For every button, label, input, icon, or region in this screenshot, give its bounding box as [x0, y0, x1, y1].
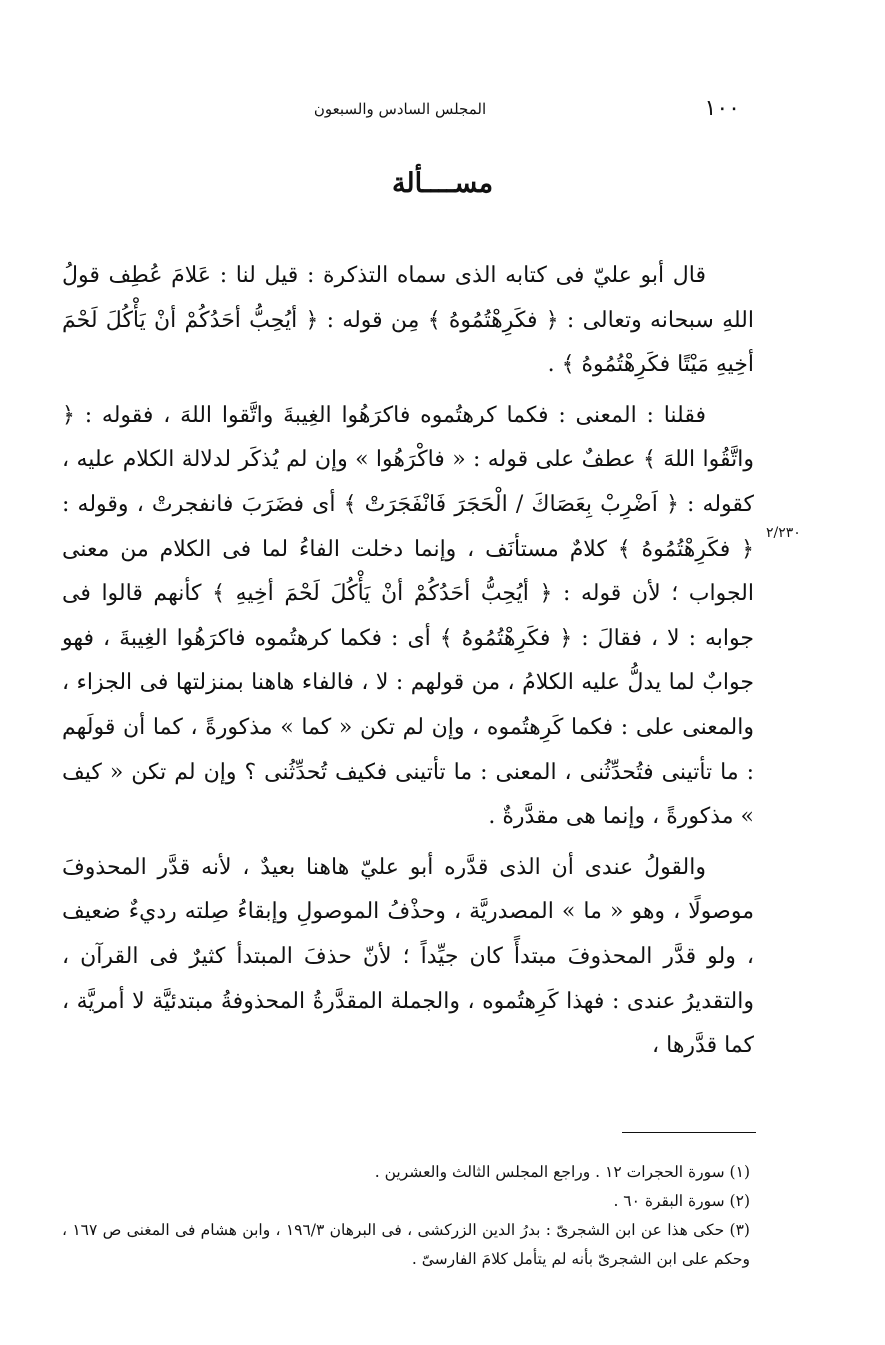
footnotes — [62, 1158, 754, 1274]
footnote: (٢) سورة البقرة ٦٠ . — [613, 1192, 750, 1210]
footnote: (١) سورة الحجرات ١٢ . وراجع المجلس الثالث والعشرين . — [374, 1163, 750, 1181]
paragraph: والقولُ عندى أن الذى قدَّره أبو عليّ هاهنا بعيدٌ ، لأنه قدَّر المحذوفَ موصولًا ، وهو « ما » المصدريَّة ، وحذْفُ الموصولِ وإبقاءُ صِلته رديءٌ ضعيف ، ولو قدَّر المحذوفَ مبتدأً كان جيِّداً ؛ لأنّ حذفَ المبتدأ كثيرٌ فى القرآن ، والتقديرُ عندى : فهذا كَرِهتُموه ، والجملة المقدَّرةُ المحذوفةُ مبتدئيَّة لا أمريَّة ، كما قدَّرها ، — [62, 854, 754, 1059]
paragraph: قال أبو عليّ فى كتابه الذى سماه التذكرة : قيل لنا : عَلامَ عُطِف قولُ اللهِ سبحانه وتعالى : ﴿ فكَرِهْتُمُوهُ ﴾ مِن قوله : ﴿ أيُحِبُّ أحَدُكُمْ أنْ يَأْكُلَ لَحْمَ أخِيهِ مَيْتًا فكَرِهْتُمُوهُ ﴾ . — [62, 263, 754, 378]
margin-reference: ٢/٢٣٠ — [766, 525, 801, 541]
footnote-divider — [622, 1132, 756, 1133]
page-number: ١٠٠ — [704, 96, 740, 121]
running-head: المجلس السادس والسبعون — [313, 100, 487, 118]
paragraph: فقلنا : المعنى : فكما كرهتُموه فاكرَهُوا الغِيبةَ واتَّقوا اللهَ ، فقوله : ﴿ واتَّقُوا اللهَ ﴾ عطفٌ على قوله : « فاكْرَهُوا » وإن لم يُذكَر لدلالة الكلام عليه ، كقوله : ﴿ اَضْرِبْ بِعَصَاكَ / الْحَجَرَ فَانْفَجَرَتْ ﴾ أى فضَرَبَ فانفجرتْ ، وقوله : ﴿ فكَرِهْتُمُوهُ ﴾ كلامٌ مستأنَف ، وإنما دخلت الفاءُ لما فى الكلام من معنى الجواب ؛ لأن قوله : ﴿ أيُحِبُّ أحَدُكُمْ أنْ يَأْكُلَ لَحْمَ أخِيهِ ﴾ كأنهم قالوا فى جوابه : لا ، فقالَ : ﴿ فكَرِهْتُمُوهُ ﴾ أى : فكما كرهتُموه فاكرَهُوا الغِيبةَ ، فهو جوابٌ لما يدلُّ عليه الكلامُ ، من قولهم : لا ، فالفاء هاهنا بمنزلتها فى الجزاء ، والمعنى على : فكما كَرِهتُموه ، وإن لم تكن « كما » مذكورةً ، كما أن قولَهم : ما تأتينى فتُحدِّثُنى ، المعنى : ما تأتينى فكيف تُحدِّثُنى ؟ وإن لم تكن « كيف » مذكورةً ، وإنما هى مقدَّرةٌ . — [62, 402, 754, 830]
main-text — [62, 254, 754, 1069]
page-header — [60, 96, 740, 126]
footnote: (٣) حكى هذا عن ابن الشجرىّ : بدرُ الدين الزركشى ، فى البرهان ١٩٦/٣ ، وابن هشام فى المغنى ص ١٦٧ ، وحكم على ابن الشجرىّ بأنه لم يتأمل كلامَ الفارسىّ . — [62, 1221, 750, 1268]
section-title: مســــألة — [391, 168, 494, 199]
